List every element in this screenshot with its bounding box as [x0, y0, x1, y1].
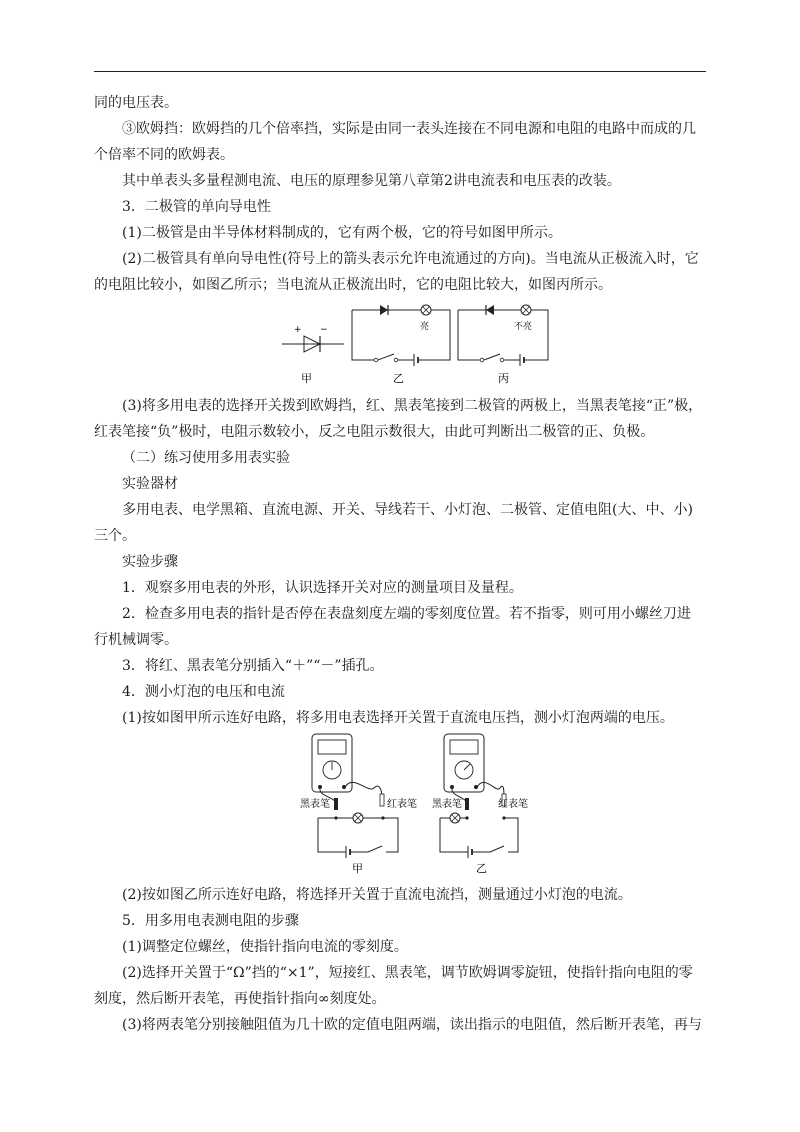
black-probe-yi: [465, 798, 469, 810]
text-line-3: 个倍率不同的欧姆表。: [94, 147, 234, 163]
text-line-9: (3)将多用电表的选择开关拨到欧姆挡，红、黑表笔接到二极管的两极上，当黑表笔接“正”极，: [122, 398, 703, 414]
fig1-label-bing: 丙: [498, 372, 509, 385]
diode-plus-label: +: [294, 325, 302, 335]
diode-circuit-figure: [270, 298, 560, 390]
circuit-yi: [352, 305, 450, 366]
step-3: 3．将红、黑表笔分别插入“＋”“－”插孔。: [122, 658, 384, 674]
multimeter-jia: [312, 734, 352, 792]
text-line-6: (1)二极管是由半导体材料制成的，它有两个极，它的符号如图甲所示。: [122, 225, 562, 241]
text-line-2: ③欧姆挡：欧姆挡的几个倍率挡，实际是由同一表头连接在不同电源和电阻的电路中而成的几: [122, 121, 696, 137]
red-probe-label-jia: 红表笔: [387, 799, 417, 810]
step-4-1: (1)按如图甲所示连好电路，将多用电表选择开关置于直流电压挡，测小灯泡两端的电压。: [122, 710, 674, 726]
step-5-2: (2)选择开关置于“Ω”挡的“×1”，短接红、黑表笔，调节欧姆调零旋钮，使指针指向电阻的零: [122, 965, 693, 981]
step-2: 2．检查多用电表的指针是否停在表盘刻度左端的零刻度位置。若不指零，则可用小螺丝刀进: [122, 606, 691, 622]
step-5: 5．用多用电表测电阻的步骤: [122, 913, 299, 929]
black-probe-label-jia: 黑表笔: [300, 799, 330, 810]
circuit-jia: [318, 813, 398, 858]
text-line-1: 同的电压表。: [94, 95, 178, 111]
section-heading-practice: （二）练习使用多用表实验: [122, 450, 290, 466]
red-probe-label-yi: 红表笔: [498, 799, 528, 810]
text-equipment: 多用电表、电学黑箱、直流电源、开关、导线若干、小灯泡、二极管、定值电阻(大、中、小): [122, 502, 693, 518]
black-probe-jia: [334, 798, 338, 810]
header-rule: [94, 71, 706, 72]
text-equipment-cont: 三个。: [94, 528, 136, 544]
circuit-yi-ammeter: [440, 813, 518, 858]
step-4: 4．测小灯泡的电压和电流: [122, 684, 285, 700]
fig2-label-jia: 甲: [352, 862, 363, 875]
text-line-10: 红表笔接“负”极时，电阻示数较小，反之电阻示数很大，由此可判断出二极管的正、负极。: [94, 424, 655, 440]
circuit-bing: [458, 305, 548, 366]
lamp-off-label: 不亮: [514, 322, 533, 332]
step-5-2-cont: 刻度，然后断开表笔，再使指针指向∞刻度处。: [94, 991, 386, 1007]
fig2-label-yi: 乙: [476, 862, 487, 875]
step-5-1: (1)调整定位螺丝，使指针指向电流的零刻度。: [122, 939, 408, 955]
step-5-3: (3)将两表笔分别接触阻值为几十欧的定值电阻两端，读出指示的电阻值，然后断开表笔，再与: [122, 1017, 702, 1033]
diode-symbol: [282, 336, 344, 352]
diode-minus-label: −: [320, 325, 328, 335]
black-probe-label-yi: 黑表笔: [432, 799, 462, 810]
multimeter-circuit-figure: [292, 732, 538, 878]
heading-steps: 实验步骤: [122, 554, 178, 570]
text-line-4: 其中单表头多量程测电流、电压的原理参见第八章第2讲电流表和电压表的改装。: [122, 173, 621, 189]
red-probe-jia: [380, 794, 384, 806]
fig1-label-yi: 乙: [393, 372, 404, 385]
step-4-2: (2)按如图乙所示连好电路，将选择开关置于直流电流挡，测量通过小灯泡的电流。: [122, 887, 632, 903]
heading-equipment: 实验器材: [122, 476, 178, 492]
lamp-on-label: 亮: [420, 322, 430, 332]
text-line-7: (2)二极管具有单向导电性(符号上的箭头表示允许电流通过的方向)。当电流从正极流入时，它: [122, 251, 699, 267]
multimeter-yi: [444, 734, 484, 792]
text-line-8: 的电阻比较小，如图乙所示；当电流从正极流出时，它的电阻比较大，如图丙所示。: [94, 277, 612, 293]
section-heading-diode: 3．二极管的单向导电性: [122, 199, 271, 215]
fig1-label-jia: 甲: [301, 372, 312, 385]
step-1: 1．观察多用电表的外形，认识选择开关对应的测量项目及量程。: [122, 580, 523, 596]
step-2-cont: 行机械调零。: [94, 632, 178, 648]
